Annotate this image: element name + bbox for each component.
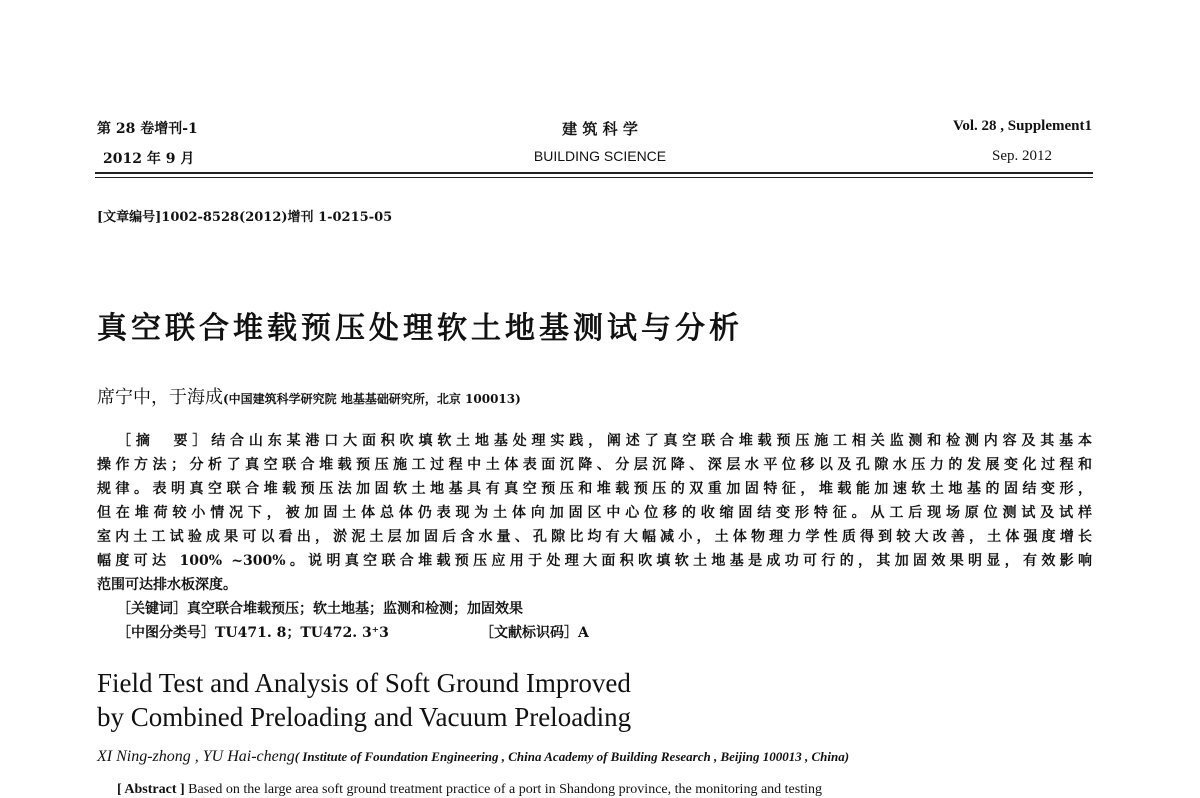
header-rule-thin — [95, 177, 1093, 178]
date-en: Sep. 2012 — [992, 148, 1052, 164]
abstract-line: ［摘 要］结合山东某港口大面积吹填软土地基处理实践，阐述了真空联合堆载预压施工相关监测和检测内容及其基本 — [117, 433, 1092, 449]
header-rule — [95, 172, 1093, 174]
volume-info: 第 28 卷增刊-1 — [97, 121, 198, 137]
abstract-line: 规律。表明真空联合堆载预压法加固软土地基具有真空预压和堆载预压的双重加固特征，堆载能加速软土地基的固结变形， — [97, 481, 1092, 497]
affiliation-en: ( Institute of Foundation Engineering , China Academy of Building Research , Beijing 100013 , China) — [294, 749, 850, 764]
authors-en — [97, 748, 849, 766]
abstract-text: Based on the large area soft ground treatment practice of a port in Shandong province, the monitoring and testing — [188, 782, 822, 797]
journal-name-en: BUILDING SCIENCE — [533, 148, 667, 164]
clc-number: ［中图分类号］TU471. 8；TU472. 3⁺3 — [117, 625, 389, 641]
date-cn: 2012 年 9 月 — [103, 151, 195, 167]
journal-name-cn: 建 筑 科 学 — [562, 120, 638, 138]
keywords-cn: ［关键词］真空联合堆载预压；软土地基；监测和检测；加固效果 — [117, 601, 523, 617]
document-code: ［文献标识码］A — [480, 625, 589, 641]
title-en-line-1: Field Test and Analysis of Soft Ground Improved — [97, 668, 631, 698]
abstract-line: 幅度可达 100% ~300%。说明真空联合堆载预压应用于处理大面积吹填软土地基是成功可行的，其加固效果明显，有效影响 — [97, 553, 1092, 569]
affiliation: (中国建筑科学研究院 地基基础研究所，北京 100013) — [223, 392, 521, 406]
article-number: [文章编号]1002-8528(2012)增刊 1-0215-05 — [97, 210, 393, 225]
author-names-en: XI Ning-zhong , YU Hai-cheng — [97, 748, 295, 765]
title-en-line-2: by Combined Preloading and Vacuum Preloading — [97, 702, 632, 732]
abstract-en — [117, 782, 822, 798]
abstract-line: 操作方法；分析了真空联合堆载预压施工过程中土体表面沉降、分层沉降、深层水平位移以及孔隙水压力的发展变化过程和 — [97, 457, 1092, 473]
volume-info-en: Vol. 28 , Supplement1 — [952, 118, 1092, 134]
title-cn: 真空联合堆载预压处理软土地基测试与分析 — [97, 311, 743, 346]
abstract-line: 室内土工试验成果可以看出，淤泥土层加固后含水量、孔隙比均有大幅减小，土体物理力学性质得到较大改善，土体强度增长 — [97, 529, 1092, 545]
abstract-line: 范围可达排水板深度。 — [97, 577, 237, 593]
author-names: 席宁中，于海成 — [97, 387, 223, 408]
abstract-line: 但在堆荷较小情况下，被加固土体总体仍表现为土体向加固区中心位移的收缩固结变形特征。从工后现场原位测试及试样 — [97, 505, 1092, 521]
abstract-label: [ Abstract ] — [117, 782, 185, 797]
authors-cn — [97, 383, 521, 409]
